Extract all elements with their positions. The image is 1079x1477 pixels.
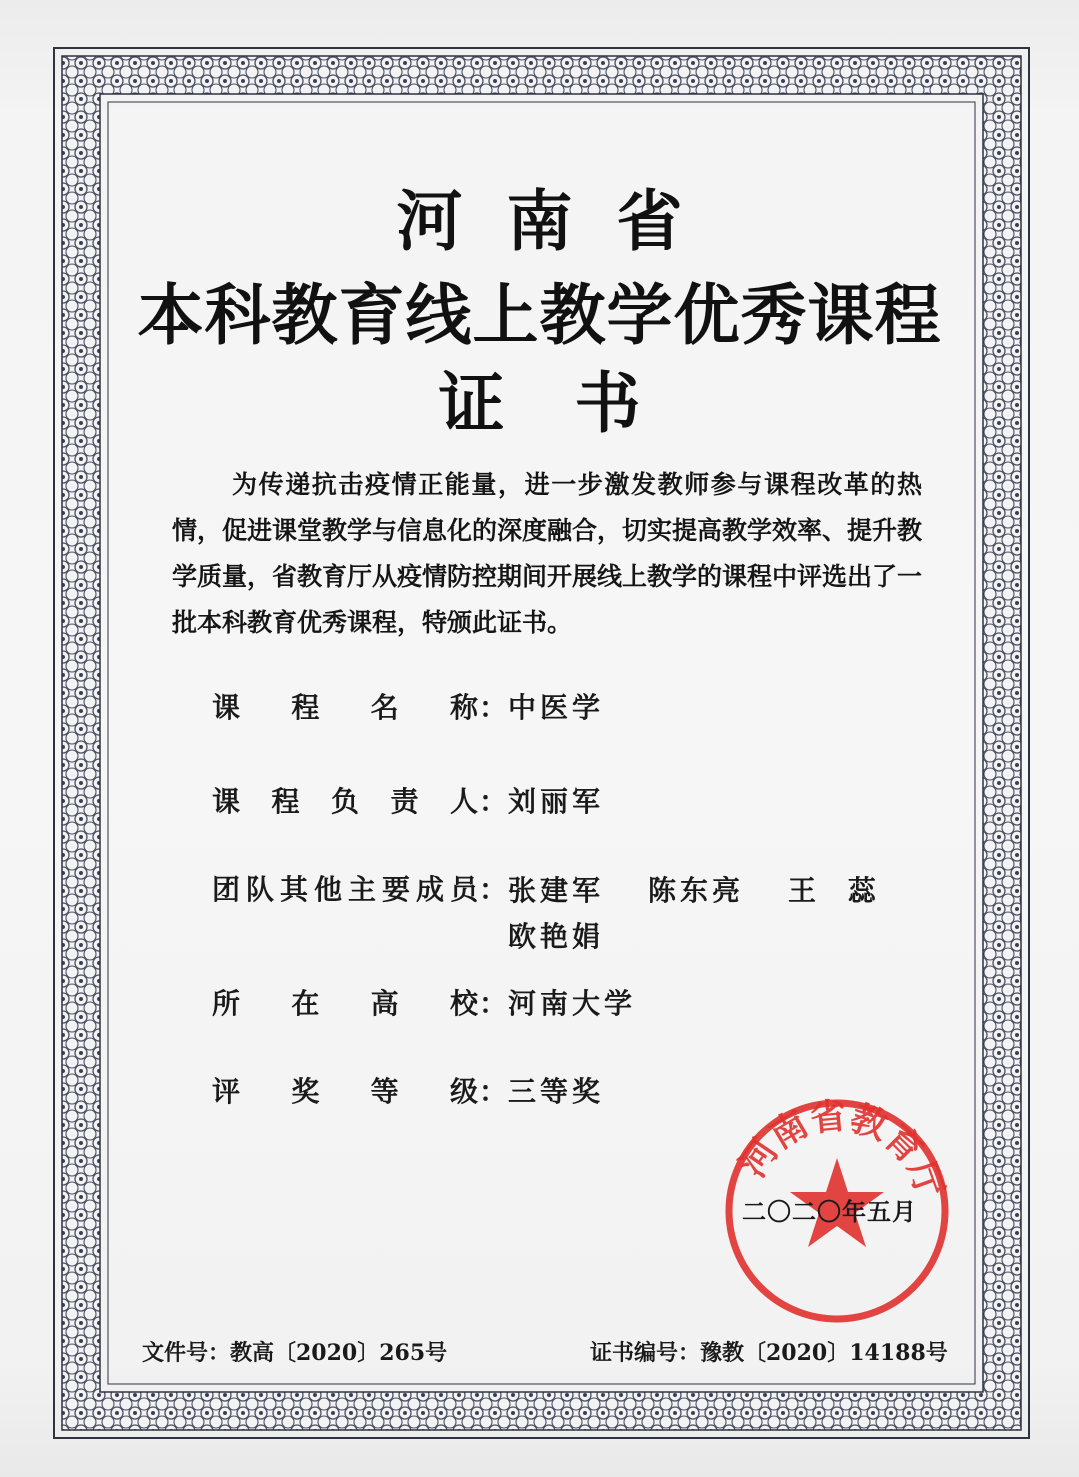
field-label: 所在高校 <box>212 987 478 1020</box>
seal-text: 河南省教育厅 <box>731 1096 952 1204</box>
title-certificate: 证书 <box>438 364 711 442</box>
field-label: 评奖等级 <box>212 1075 478 1108</box>
team-member: 欧艳娟 <box>508 920 605 953</box>
field-colon: ： <box>478 785 507 818</box>
certificate-number: 证书编号：豫教〔2020〕14188号 <box>590 1340 948 1366</box>
field-value: 中医学 <box>508 691 605 724</box>
team-member: 张建军 <box>508 874 605 907</box>
field-label: 团队其他主要成员 <box>212 873 478 906</box>
field-value: 刘丽军 <box>508 785 605 818</box>
field-value: 三等奖 <box>508 1075 605 1108</box>
field-value <box>508 868 924 960</box>
field-colon: ： <box>478 873 507 906</box>
field-colon: ： <box>478 691 507 724</box>
field-label: 课程名称 <box>212 691 478 724</box>
team-member: 王 蕊 <box>788 874 880 907</box>
field-label: 课程负责人 <box>212 785 478 818</box>
field-course-leader <box>212 780 604 820</box>
field-university <box>212 982 636 1022</box>
title-course-award: 本科教育线上教学优秀课程 <box>137 276 942 354</box>
field-award-level <box>212 1070 604 1110</box>
field-course-name <box>212 686 604 726</box>
file-number: 文件号：教高〔2020〕265号 <box>142 1340 448 1366</box>
title-province: 河南省 <box>396 182 727 260</box>
field-team-members <box>212 868 924 960</box>
field-value: 河南大学 <box>508 987 637 1020</box>
field-colon: ： <box>478 1075 507 1108</box>
team-member: 陈东亮 <box>648 874 745 907</box>
field-colon: ： <box>478 987 507 1020</box>
issue-date: 二〇二〇年五月 <box>742 1197 917 1226</box>
intro-paragraph: 为传递抗击疫情正能量，进一步激发教师参与课程改革的热情，促进课堂教学与信息化的深度融合，切实提高教学效率、提升教学质量，省教育厅从疫情防控期间开展线上教学的课程中评选出了一批本科教育优秀课程，特颁此证书。 <box>172 470 923 637</box>
